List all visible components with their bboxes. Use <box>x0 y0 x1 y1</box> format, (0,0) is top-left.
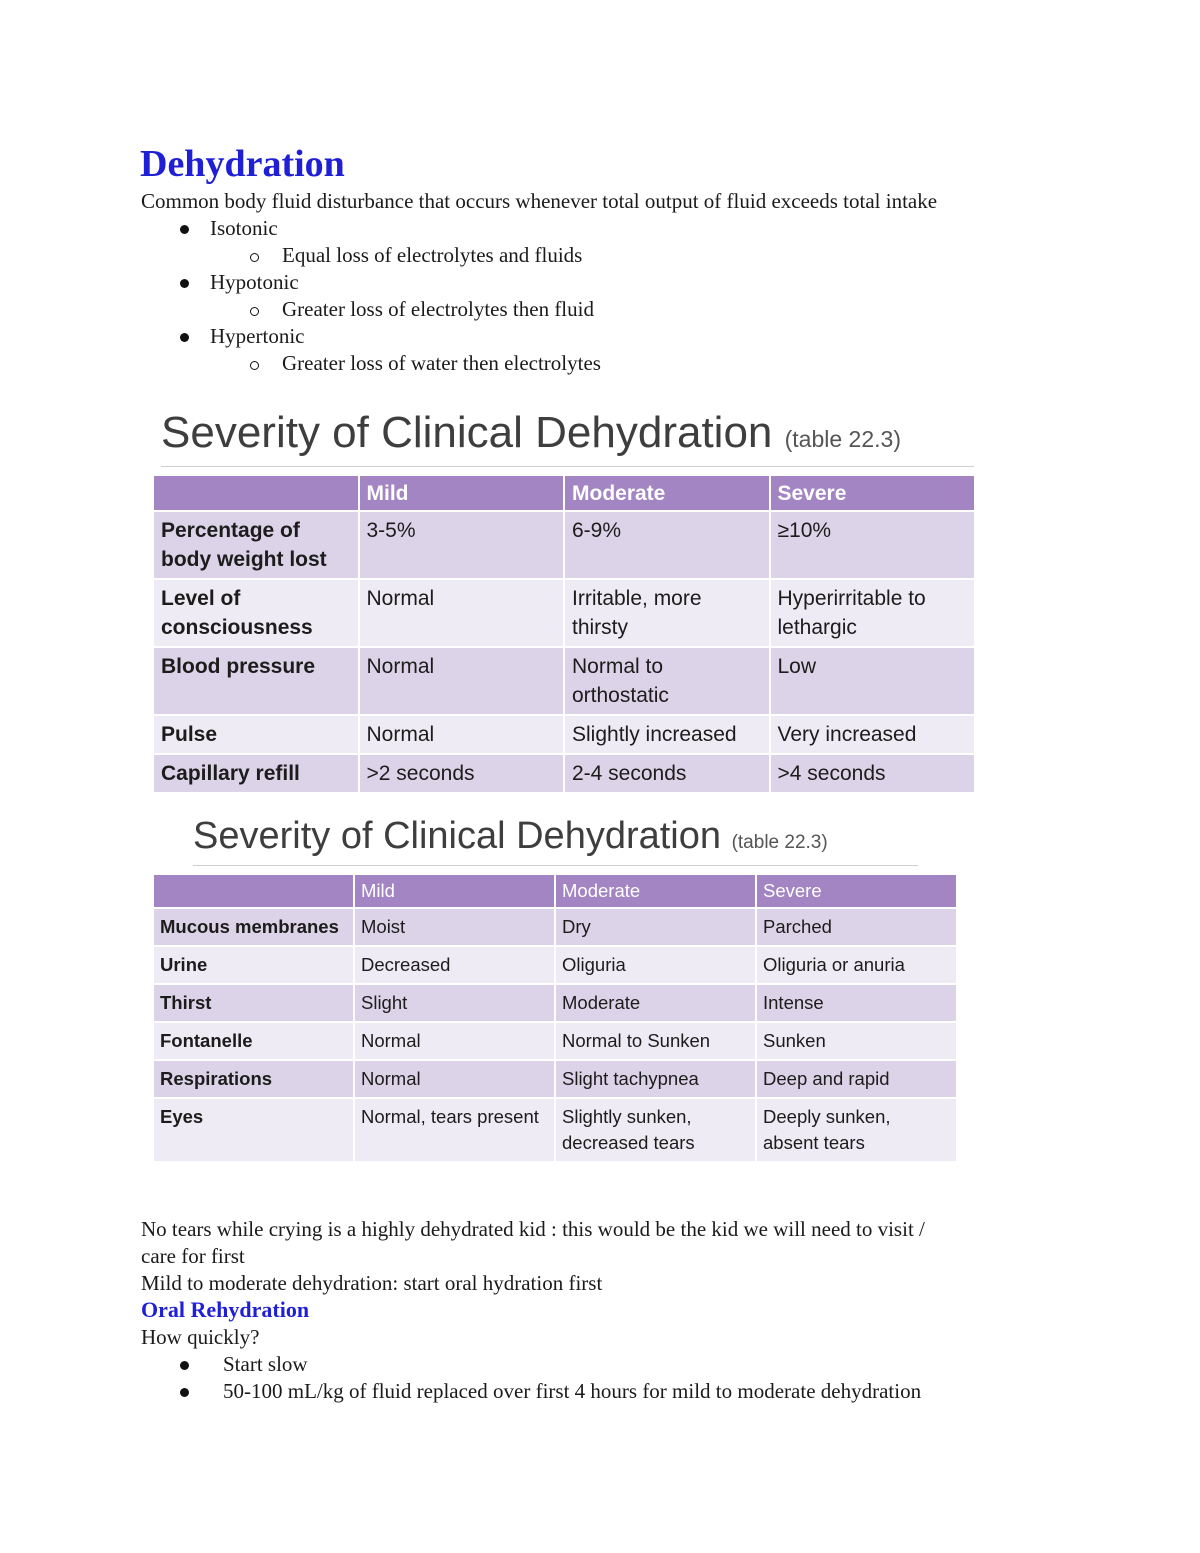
table-cell: ≥10% <box>771 512 975 578</box>
severity-table-2 <box>152 873 958 1163</box>
section-heading: Oral Rehydration <box>141 1297 310 1322</box>
table-row <box>154 947 956 983</box>
bullet-icon <box>180 225 189 234</box>
table-cell: >2 seconds <box>360 755 564 792</box>
table-cell: Deep and rapid <box>757 1061 956 1097</box>
table-cell: Sunken <box>757 1023 956 1059</box>
table-cell: Deeply sunken, absent tears <box>757 1099 956 1161</box>
table-cell: Normal <box>355 1061 554 1097</box>
table-cell: Dry <box>556 909 755 945</box>
row-header-cell: Fontanelle <box>154 1023 353 1059</box>
title-divider <box>193 865 918 866</box>
table-cell: Oliguria <box>556 947 755 983</box>
table2-title: Severity of Clinical Dehydration (table 22.3) <box>193 815 828 857</box>
circle-bullet-icon <box>250 361 259 370</box>
table-cell: Normal to orthostatic <box>565 648 769 714</box>
severity-table-1 <box>152 474 976 794</box>
bullet-icon <box>180 333 189 342</box>
bullet-icon <box>180 279 189 288</box>
table-cell: >4 seconds <box>771 755 975 792</box>
table-cell: Normal, tears present <box>355 1099 554 1161</box>
table-header-cell: Moderate <box>556 875 755 907</box>
row-header-cell: Thirst <box>154 985 353 1021</box>
bullet-icon <box>180 1388 189 1397</box>
table-cell: Normal <box>360 648 564 714</box>
table1-title: Severity of Clinical Dehydration (table 22.3) <box>161 408 901 457</box>
table-cell: Slight <box>355 985 554 1021</box>
table-row <box>154 580 974 646</box>
table-header-cell <box>154 875 353 907</box>
table-header-row <box>154 476 974 510</box>
table-header-cell: Mild <box>360 476 564 510</box>
table-cell: Slightly increased <box>565 716 769 753</box>
table-cell: 2-4 seconds <box>565 755 769 792</box>
table-header-cell: Severe <box>757 875 956 907</box>
table-header-cell: Severe <box>771 476 975 510</box>
bullet-icon <box>180 1361 189 1370</box>
row-header-cell: Blood pressure <box>154 648 358 714</box>
table-cell: Decreased <box>355 947 554 983</box>
table-cell: 3-5% <box>360 512 564 578</box>
table-cell: Normal <box>355 1023 554 1059</box>
table-cell: Moist <box>355 909 554 945</box>
circle-bullet-icon <box>250 307 259 316</box>
table-cell: Parched <box>757 909 956 945</box>
table-row <box>154 755 974 792</box>
document-page: Dehydration Common body fluid disturbance that occurs whenever total output of fluid exceeds total intake Isotonic Equal loss of electrolytes and fluids Hypotonic Greater loss of electrolytes then fluid Hypertonic Greater loss of water then electrolytes Severity of Clinical Dehydration (table 22.3) Mild Moderate Severe Percentage of body weight lost 3-5% 6-9% ≥10% Level of consciousness Normal Irritable, more thirsty Hyperirritable to lethargic Blood pressure Normal Normal to orthostatic Low Pulse Normal Slightly increased Very increased Capillary refill >2 seconds 2-4 seconds >4 seconds Severity of Clinical Dehydration (table 22.3) Mild Moderate Severe Mucous membranes Moist Dry Parched Urine Decreased Oliguria Oliguria or anuria Thirst Slight Moderate Intense Fontanelle Normal Normal to Sunken Sunken Respirations Normal Slight tachypnea Deep and rapid Eyes Normal, tears present Slightly sunken, decreased tears Deeply sunken, absent tears No tears while crying is a highly dehydrated kid : this would be the kid we will need to visit / care for first Mild to moderate dehydration: start oral hydration first Oral Rehydration How quickly? Start slow 50-100 mL/kg of fluid replaced over first 4 hours for mild to moderate dehydration <box>0 0 1200 1553</box>
table-row <box>154 985 956 1021</box>
row-header-cell: Pulse <box>154 716 358 753</box>
table-cell: Slight tachypnea <box>556 1061 755 1097</box>
row-header-cell: Eyes <box>154 1099 353 1161</box>
table-row <box>154 512 974 578</box>
table-cell: Hyperirritable to lethargic <box>771 580 975 646</box>
table-row <box>154 1099 956 1161</box>
table-header-cell: Moderate <box>565 476 769 510</box>
row-header-cell: Mucous membranes <box>154 909 353 945</box>
table-row <box>154 716 974 753</box>
intro-paragraph: Common body fluid disturbance that occurs whenever total output of fluid exceeds total intake <box>141 189 938 213</box>
table-header-cell <box>154 476 358 510</box>
row-header-cell: Urine <box>154 947 353 983</box>
table-cell: 6-9% <box>565 512 769 578</box>
row-header-cell: Percentage of body weight lost <box>154 512 358 578</box>
title-divider <box>161 466 974 467</box>
table-cell: Oliguria or anuria <box>757 947 956 983</box>
table-cell: Slightly sunken, decreased tears <box>556 1099 755 1161</box>
page-title: Dehydration <box>140 143 345 185</box>
table-header-row <box>154 875 956 907</box>
table-row <box>154 648 974 714</box>
row-header-cell: Respirations <box>154 1061 353 1097</box>
table-cell: Intense <box>757 985 956 1021</box>
table-cell: Irritable, more thirsty <box>565 580 769 646</box>
row-header-cell: Capillary refill <box>154 755 358 792</box>
note-paragraph: care for first <box>141 1244 245 1268</box>
circle-bullet-icon <box>250 253 259 262</box>
table-cell: Normal to Sunken <box>556 1023 755 1059</box>
table-cell: Low <box>771 648 975 714</box>
row-header-cell: Level of consciousness <box>154 580 358 646</box>
question-text: How quickly? <box>141 1325 260 1349</box>
table-row <box>154 1023 956 1059</box>
table-row <box>154 909 956 945</box>
note-paragraph: Mild to moderate dehydration: start oral hydration first <box>141 1271 603 1295</box>
table-cell: Normal <box>360 580 564 646</box>
note-paragraph: No tears while crying is a highly dehydrated kid : this would be the kid we will need to visit / <box>141 1217 925 1241</box>
table-cell: Moderate <box>556 985 755 1021</box>
table-row <box>154 1061 956 1097</box>
table-cell: Very increased <box>771 716 975 753</box>
table-cell: Normal <box>360 716 564 753</box>
table-header-cell: Mild <box>355 875 554 907</box>
